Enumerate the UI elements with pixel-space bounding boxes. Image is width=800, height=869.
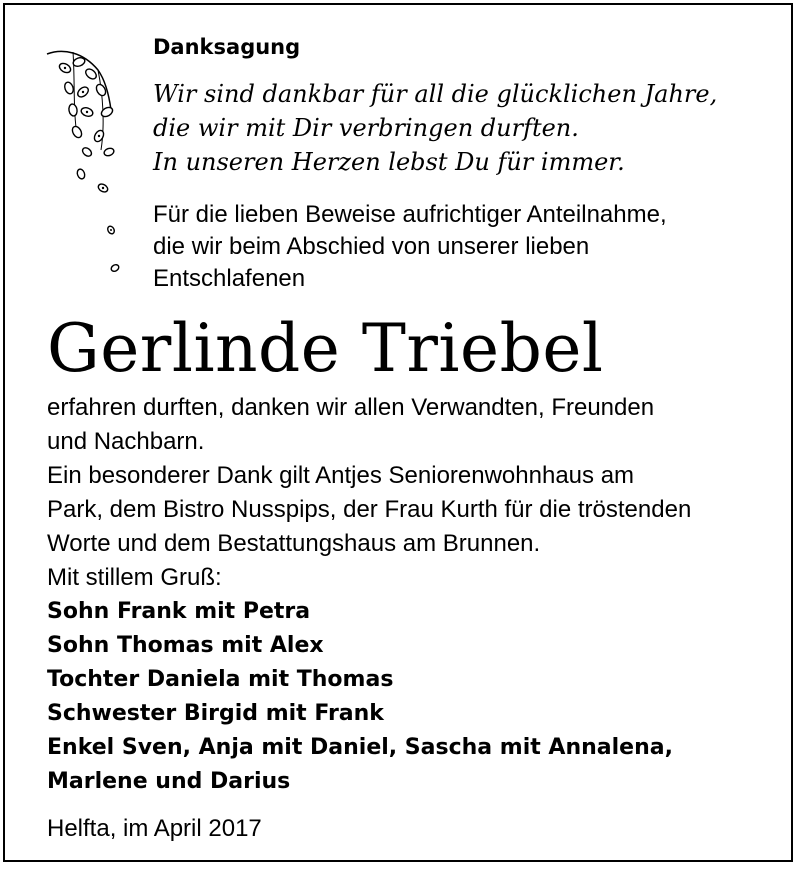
memorial-verse [153, 77, 783, 179]
deceased-name: Gerlinde Triebel [47, 310, 604, 387]
obituary-notice [3, 3, 793, 862]
verse-line: die wir mit Dir verbringen durften. [153, 114, 579, 142]
greeting: Mit stillem Gruß: [47, 564, 222, 591]
place-date: Helfta, im April 2017 [47, 815, 262, 842]
verse-line: Wir sind dankbar für all die glücklichen Jahre, [153, 80, 718, 108]
signer: Sohn Thomas mit Alex [47, 633, 324, 658]
thanks-text [47, 391, 787, 799]
signer: Schwester Birgid mit Frank [47, 701, 384, 726]
signer: Tochter Daniela mit Thomas [47, 667, 394, 692]
intro-line: Für die lieben Beweise aufrichtiger Anteilnahme, [153, 201, 667, 228]
thanks-line: erfahren durften, danken wir allen Verwandten, Freunden [47, 394, 655, 421]
signer: Enkel Sven, Anja mit Daniel, Sascha mit Annalena, [47, 735, 673, 760]
thanks-line: Ein besonderer Dank gilt Antjes Seniorenwohnhaus am [47, 462, 635, 489]
notice-heading: Danksagung [153, 35, 301, 59]
intro-line: die wir beim Abschied von unserer lieben [153, 233, 590, 260]
verse-line: In unseren Herzen lebst Du für immer. [153, 148, 625, 176]
leaf-branch-icon [43, 40, 143, 285]
intro-text [153, 199, 783, 295]
signer: Marlene und Darius [47, 769, 291, 794]
thanks-line: und Nachbarn. [47, 428, 205, 455]
signer: Sohn Frank mit Petra [47, 599, 311, 624]
intro-line: Entschlafenen [153, 265, 306, 292]
thanks-line: Worte und dem Bestattungshaus am Brunnen. [47, 530, 541, 557]
signers-list [47, 595, 787, 799]
thanks-line: Park, dem Bistro Nusspips, der Frau Kurth für die tröstenden [47, 496, 692, 523]
